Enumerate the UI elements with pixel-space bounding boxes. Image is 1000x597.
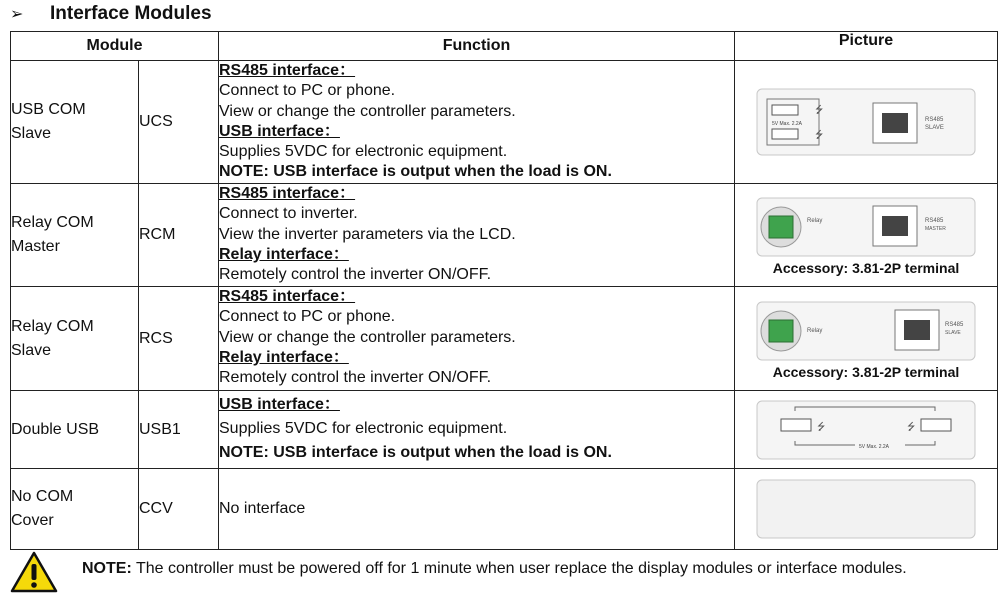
module-name: Relay COM Master <box>11 184 139 287</box>
function-line: Connect to inverter. <box>219 205 358 223</box>
table-row <box>11 469 998 550</box>
function-line: Supplies 5VDC for electronic equipment. <box>219 420 508 437</box>
svg-text:⭍: ⭍ <box>815 105 824 116</box>
section-heading <box>10 2 212 26</box>
function-cell <box>219 391 735 469</box>
picture-caption: Accessory: 3.81-2P terminal <box>772 363 960 380</box>
function-line: USB interface： <box>219 396 340 413</box>
svg-text:RS485: RS485 <box>945 321 964 328</box>
svg-text:MASTER: MASTER <box>925 226 946 232</box>
module-code: RCM <box>139 184 219 287</box>
function-line: Remotely control the inverter ON/OFF. <box>219 266 492 284</box>
note-label: NOTE: <box>82 560 132 577</box>
svg-text:RS485: RS485 <box>925 218 944 224</box>
picture-cell <box>735 184 998 287</box>
picture-cell <box>735 469 998 550</box>
function-line: Relay interface： <box>219 245 349 263</box>
svg-text:SLAVE: SLAVE <box>925 125 944 131</box>
module-column-header: Module <box>11 32 219 61</box>
relay-com-master-image <box>755 194 977 258</box>
table-row <box>11 184 998 287</box>
picture-column-header: Picture <box>735 32 998 61</box>
function-line: View or change the controller parameters. <box>219 328 516 346</box>
note-body: The controller must be powered off for 1 minute when user replace the display modules or interface modules. <box>131 560 907 577</box>
module-code: RCS <box>139 287 219 391</box>
picture-cell <box>735 61 998 184</box>
function-column-header: Function <box>219 32 735 61</box>
svg-text:5V Max. 2.2A: 5V Max. 2.2A <box>772 121 803 127</box>
module-name: USB COM Slave <box>11 61 139 184</box>
picture-cell <box>735 287 998 391</box>
function-cell <box>219 469 735 550</box>
svg-text:SLAVE: SLAVE <box>945 329 961 336</box>
svg-text:Relay: Relay <box>807 327 823 334</box>
double-usb-module-image <box>755 397 977 463</box>
function-line: Supplies 5VDC for electronic equipment. <box>219 143 508 161</box>
module-code: CCV <box>139 469 219 550</box>
warning-triangle-icon <box>10 550 58 594</box>
section-title: Interface Modules <box>50 3 212 24</box>
interface-modules-table <box>10 31 998 550</box>
function-line: Connect to PC or phone. <box>219 308 396 326</box>
svg-text:⭍: ⭍ <box>815 130 824 141</box>
table-row <box>11 391 998 469</box>
svg-text:⭍: ⭍ <box>907 421 916 433</box>
function-line: View or change the controller parameters. <box>219 102 516 120</box>
function-cell <box>219 287 735 391</box>
module-code: UCS <box>139 61 219 184</box>
function-cell <box>219 184 735 287</box>
function-line: RS485 interface： <box>219 185 356 202</box>
function-line: USB interface： <box>219 122 340 140</box>
function-cell <box>219 61 735 184</box>
module-code: USB1 <box>139 391 219 469</box>
relay-com-slave-image <box>755 298 977 362</box>
svg-text:Relay: Relay <box>807 218 823 224</box>
svg-text:⭍: ⭍ <box>817 421 826 433</box>
svg-text:5V Max. 2.2A: 5V Max. 2.2A <box>859 443 890 450</box>
function-line: View the inverter parameters via the LCD. <box>219 225 516 243</box>
function-line: RS485 interface： <box>219 62 356 79</box>
table-row <box>11 61 998 184</box>
picture-cell <box>735 391 998 469</box>
arrow-bullet-icon: ➢ <box>10 6 24 23</box>
no-com-cover-image <box>755 474 977 544</box>
function-line: RS485 interface： <box>219 288 356 305</box>
function-line: Remotely control the inverter ON/OFF. <box>219 369 492 387</box>
svg-text:RS485: RS485 <box>925 117 944 123</box>
function-line: NOTE: USB interface is output when the load is ON. <box>219 444 612 461</box>
module-name: Relay COM Slave <box>11 287 139 391</box>
table-row <box>11 287 998 391</box>
usb-com-module-image <box>755 83 977 161</box>
function-line: Connect to PC or phone. <box>219 82 396 100</box>
table-header-row <box>11 32 998 61</box>
function-line: No interface <box>219 499 306 517</box>
function-line: Relay interface： <box>219 348 349 366</box>
picture-caption: Accessory: 3.81-2P terminal <box>772 260 960 276</box>
module-name: No COM Cover <box>11 469 139 550</box>
footer-note-text <box>82 560 907 578</box>
module-name: Double USB <box>11 391 139 469</box>
footer-note <box>10 550 995 594</box>
function-line: NOTE: USB interface is output when the load is ON. <box>219 163 612 181</box>
